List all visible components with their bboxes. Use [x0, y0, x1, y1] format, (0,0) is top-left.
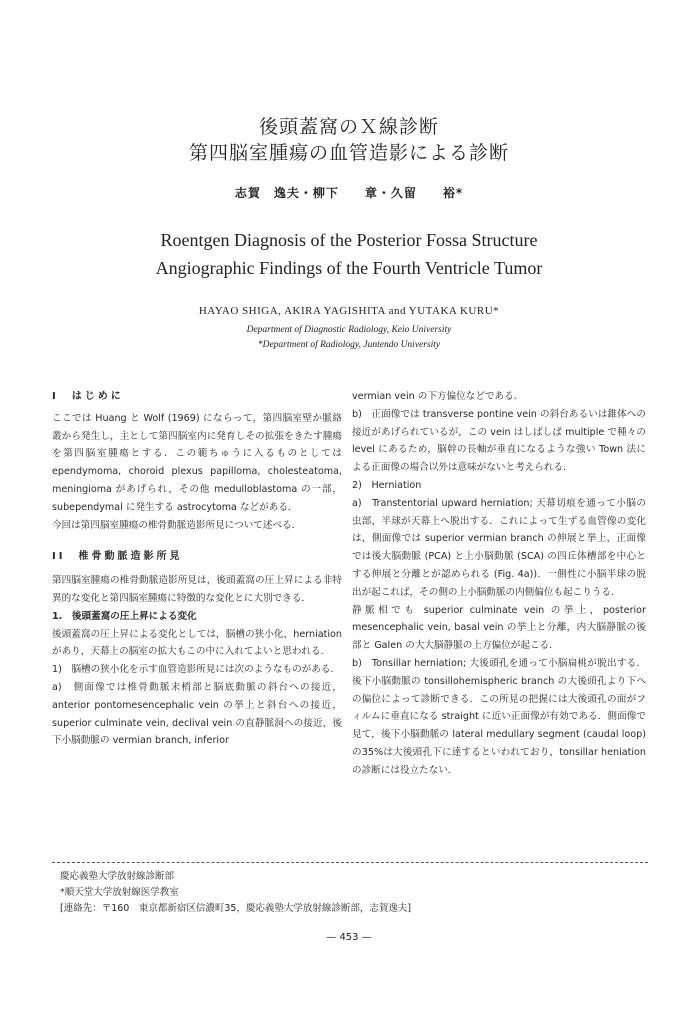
footnote-divider [52, 862, 648, 863]
paragraph: b) Tonsillar herniation; 大後頭孔を通って小脳扁桃が脱出する．後下小脳動脈の tonsillohemispheric branch の大後頭孔より下への偏位によって診断できる．この所見の把握には大後頭孔の面がフィルムに垂直になる straight に近い正面像が有効である．側面像で見て，後下小脳動脈の lateral medullary segment (caudal loop) の35%は大後頭孔下に達するといわれており，tonsillar heniation の診断には役立たない． [352, 657, 646, 776]
subsection-heading: 1. 後頭蓋窩の圧上昇による変化 [52, 610, 197, 622]
footnote-affiliation-2: *順天堂大学放射線医学教室 [60, 887, 179, 898]
affiliation-juntendo: *Department of Radiology, Juntendo University [257, 340, 441, 350]
subsection-heading: 2) Herniation [352, 479, 422, 491]
paragraph: a) Transtentorial upward herniation; 天幕切痕を通って小脳の虫部，半球が天幕上へ脱出する．これによって生ずる血管像の変化は，側面像では superior vermian branch の伸展と挙上，正面像では後大脳動脈 (PCA) と上小脳動脈 (SCA) の四丘体槽部を中心とする伸展と分離とが認められる (Fig. 4a))．一側性に小脳半球の脱出が起これば，その側の上小脳動脈の内側偏位も起こりうる． [352, 497, 646, 598]
section-heading-introduction: I はじめに [52, 391, 124, 402]
paragraph: a) 側面像では椎骨動脈末梢部と脳底動脈の斜台への接近，anterior pontomesencephalic vein の挙上と斜台への接近，superior culminate vein, declival vein の直静脈洞への接近，後下小脳動脈の vermian branch, inferior [52, 681, 342, 747]
paragraph: 第四脳室腫瘍の椎骨動脈造影所見は，後頭蓋窩の圧上昇による非特異的な変化と第四脳室腫瘍に特徴的な変化とに大別できる． [52, 575, 342, 604]
paragraph: 後頭蓋窩の圧上昇による変化としては，脳槽の狭小化，herniation があり，天幕上の脳室の拡大もこの中に入れてよいと思われる． [52, 628, 342, 658]
left-column [52, 388, 342, 750]
english-title-line1: Roentgen Diagnosis of the Posterior Fossa Structure [160, 230, 538, 250]
paragraph: vermian vein の下方偏位などである． [352, 391, 524, 402]
paragraph: 1) 脳槽の狭小化を示す血管造影所見には次のようなものがある． [52, 664, 341, 676]
japanese-authors: 志賀 逸夫・柳下 章・久留 裕* [234, 186, 464, 200]
footnote-affiliation-1: 慶応義塾大学放射線診断部 [60, 871, 175, 882]
japanese-title-line2: 第四脳室腫瘍の血管造影による診断 [188, 142, 509, 164]
footnote-contact: [連絡先：〒160 東京都新宿区信濃町35，慶応義塾大学放射線診断部，志賀逸夫] [60, 903, 412, 914]
affiliation-keio: Department of Diagnostic Radiology, Keio University [246, 325, 452, 335]
english-title-line2: Angiographic Findings of the Fourth Ventricle Tumor [155, 258, 543, 278]
paragraph: ここでは Huang と Wolf (1969) にならって，第四脳室壁か脈絡叢から発生し，主として第四脳室内に発育しその拡張をきたす腫瘍を第四脳室腫瘍とする．この範ちゅうに入るものとしては ependymoma, choroid plexus papilloma, cholesteatoma, meningioma があげられ，その他 medulloblastoma の一部，subependymal に発生する astrocytoma などがある． [52, 412, 342, 513]
paragraph: b) 正面像では transverse pontine vein の斜台あるいは錐体への接近があげられているが，この vein はしばしば multiple で種々の level にあるため，脳幹の長軸が垂直になるような強い Town 法による正面像の場合以外は意味がないと考えられる． [352, 408, 646, 474]
english-authors: HAYAO SHIGA, AKIRA YAGISHITA and YUTAKA KURU* [198, 305, 500, 317]
japanese-title-line1: 後頭蓋窩のＸ線診断 [258, 116, 439, 138]
paragraph: 静脈相でも superior culminate vein の挙上，posterior mesencephalic vein, basal vein の挙上と分離，内大脳静脈の後部と Galen の大大脳静脈の上方偏位が起こる． [352, 604, 646, 652]
section-heading-angiography: II 椎骨動脈造影所見 [52, 551, 183, 563]
paragraph: 今回は第四脳室腫瘍の椎骨動脈造影所見について述べる． [52, 519, 302, 531]
right-column [352, 388, 646, 780]
page-number: — 453 — [326, 932, 372, 943]
